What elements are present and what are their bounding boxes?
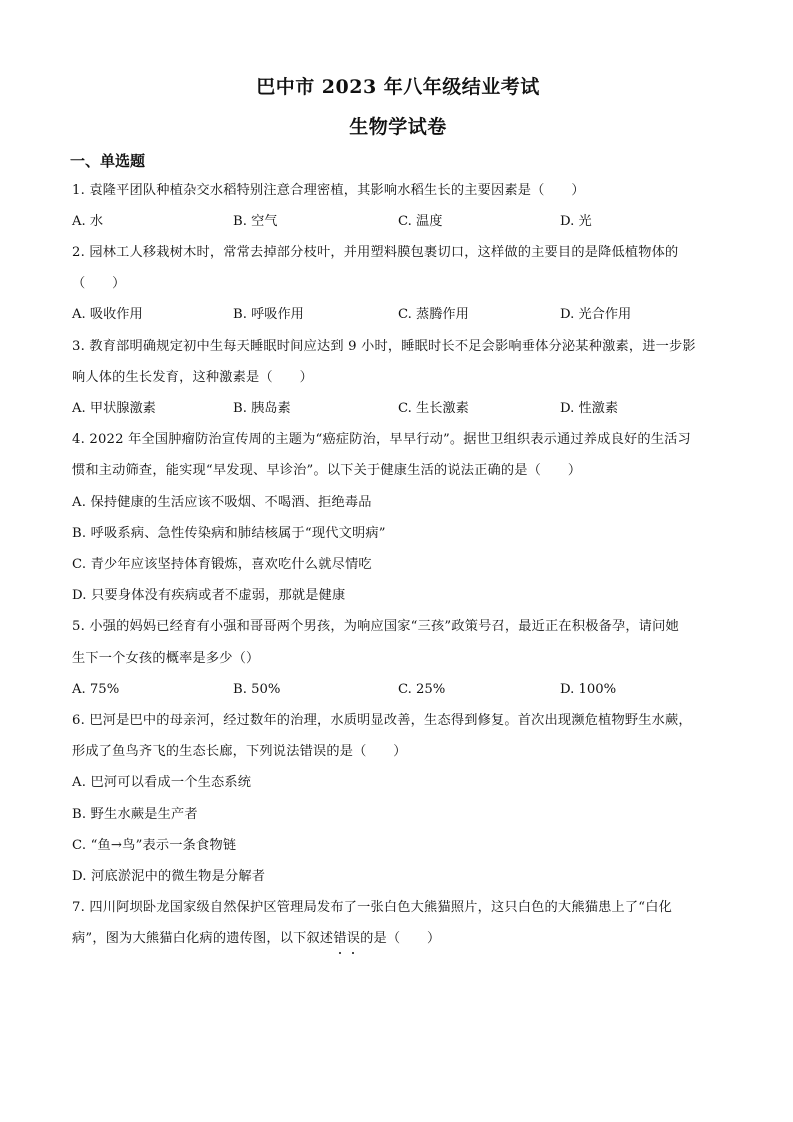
question-3-option-b[interactable]: B. 胰岛素 [233, 401, 291, 416]
exam-subtitle: 生物学试卷 [349, 116, 447, 138]
question-2-option-d[interactable]: D. 光合作用 [560, 307, 632, 322]
question-3-option-d[interactable]: D. 性激素 [560, 401, 619, 416]
question-4-stem-line-1: 4. 2022 年全国肿瘤防治宣传周的主题为“癌症防治，早早行动”。据世卫组织表示通过养成良好的生活习 [72, 432, 691, 447]
emphasis-char: 误 [346, 931, 361, 946]
question-1-options [72, 213, 724, 231]
question-2-options [72, 306, 724, 324]
question-4-option-a[interactable]: A. 保持健康的生活应该不吸烟、不喝酒、拒绝毒品 [72, 495, 372, 510]
question-1-stem: 1. 袁隆平团队种植杂交水稻特别注意合理密植，其影响水稻生长的主要因素是（ ） [72, 183, 585, 198]
question-3-options [72, 400, 724, 418]
question-4-option-c[interactable]: C. 青少年应该坚持体育锻炼，喜欢吃什么就尽情吃 [72, 557, 372, 572]
exam-title: 巴中市 2023 年八年级结业考试 [256, 76, 540, 98]
question-7-stem-line-2 [72, 930, 724, 948]
section-heading-single-choice: 一、单选题 [70, 152, 146, 170]
question-2-option-a[interactable]: A. 吸收作用 [72, 307, 143, 322]
question-5-stem-line-1: 5. 小强的妈妈已经育有小强和哥哥两个男孩，为响应国家“三孩”政策号召，最近正在积极备孕，请问她 [72, 619, 679, 634]
question-5-option-c[interactable]: C. 25% [398, 682, 446, 697]
question-6-stem-line-2: 形成了鱼鸟齐飞的生态长廊，下列说法错误的是（ ） [72, 744, 407, 759]
question-5-options [72, 681, 724, 699]
question-6-option-a[interactable]: A. 巴河可以看成一个生态系统 [72, 775, 252, 790]
question-7-stem-line-2-tail: 的是（ ） [360, 931, 441, 946]
question-1-option-b[interactable]: B. 空气 [233, 214, 278, 229]
question-2-option-b[interactable]: B. 呼吸作用 [233, 307, 304, 322]
question-6-option-d[interactable]: D. 河底淤泥中的微生物是分解者 [72, 869, 266, 884]
question-5-stem-line-2: 生下一个女孩的概率是多少（） [72, 651, 260, 666]
question-7-stem-line-2-head: 病”，图为大熊猫白化病的遗传图，以下叙述 [72, 931, 334, 946]
question-2-option-c[interactable]: C. 蒸腾作用 [398, 307, 469, 322]
question-6-stem-line-1: 6. 巴河是巴中的母亲河，经过数年的治理，水质明显改善，生态得到修复。首次出现濒危植物野生水蕨， [72, 713, 692, 728]
question-4-option-d[interactable]: D. 只要身体没有疾病或者不虚弱，那就是健康 [72, 588, 346, 603]
question-5-option-b[interactable]: B. 50% [233, 682, 281, 697]
question-7-stem-line-1: 7. 四川阿坝卧龙国家级自然保护区管理局发布了一张白色大熊猫照片，这只白色的大熊猫患上了“白化 [72, 900, 672, 915]
question-3-option-a[interactable]: A. 甲状腺激素 [72, 401, 156, 416]
question-5-option-a[interactable]: A. 75% [72, 682, 120, 697]
question-3-stem-line-2: 响人体的生长发育，这种激素是（ ） [72, 370, 313, 385]
question-2-stem-line-2: （ ） [72, 276, 126, 291]
question-6-option-b[interactable]: B. 野生水蕨是生产者 [72, 807, 198, 822]
question-1-option-c[interactable]: C. 温度 [398, 214, 443, 229]
question-1-option-d[interactable]: D. 光 [560, 214, 592, 229]
question-3-option-c[interactable]: C. 生长激素 [398, 401, 469, 416]
question-4-option-b[interactable]: B. 呼吸系病、急性传染病和肺结核属于“现代文明病” [72, 526, 386, 541]
question-3-stem-line-1: 3. 教育部明确规定初中生每天睡眠时间应达到 9 小时，睡眠时长不足会影响垂体分泌某种激素，进一步影 [72, 339, 696, 354]
question-1-option-a[interactable]: A. 水 [72, 214, 104, 229]
question-5-option-d[interactable]: D. 100% [560, 682, 617, 697]
question-4-stem-line-2: 惯和主动筛查，能实现“早发现、早诊治”。以下关于健康生活的说法正确的是（ ） [72, 463, 582, 478]
emphasis-char: 错 [333, 931, 347, 946]
question-6-option-c[interactable]: C. “鱼→鸟”表示一条食物链 [72, 838, 237, 853]
question-2-stem-line-1: 2. 园林工人移栽树木时，常常去掉部分枝叶，并用塑料膜包裹切口，这样做的主要目的是降低植物体的 [72, 245, 679, 260]
